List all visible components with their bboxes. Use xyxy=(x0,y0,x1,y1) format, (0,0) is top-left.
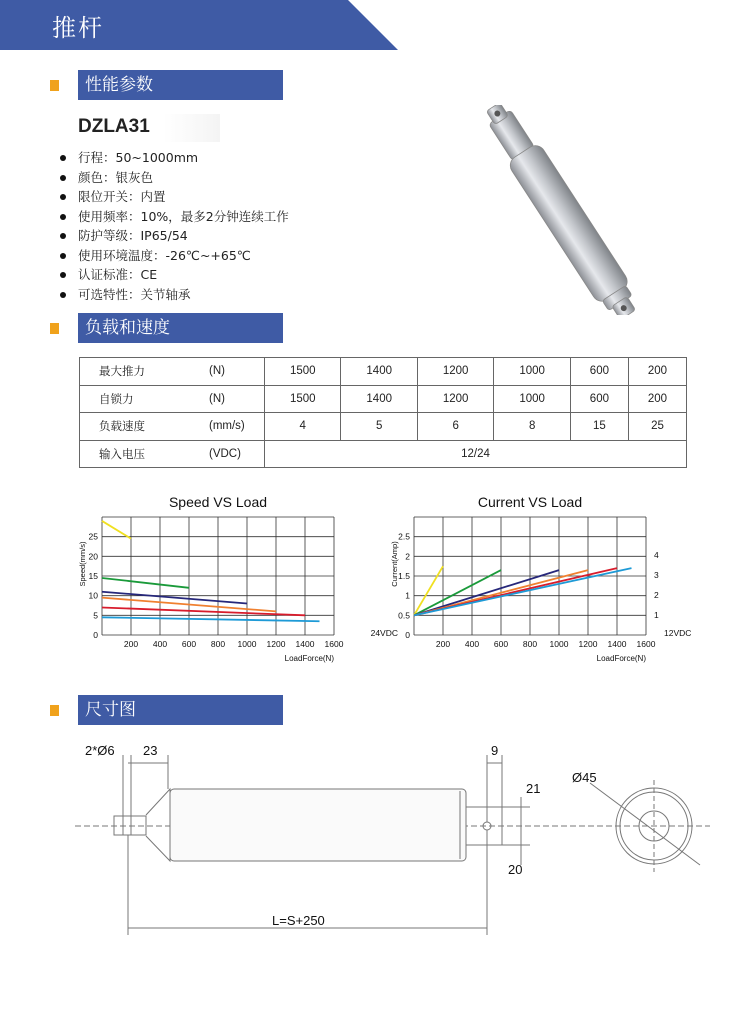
x-tick-label: 200 xyxy=(123,639,139,649)
spec-item: 使用频率：10%，最多2分钟连续工作 xyxy=(60,207,289,227)
left-voltage-label: 24VDC xyxy=(370,628,398,638)
spec-item: 颜色：银灰色 xyxy=(60,168,289,188)
dimension-drawing xyxy=(0,735,750,945)
x-axis-label: LoadForce(N) xyxy=(596,654,646,663)
spec-item: 认证标准：CE xyxy=(60,265,289,285)
section-title: 尺寸图 xyxy=(78,695,283,725)
spec-item: 使用环境温度：-26℃~+65℃ xyxy=(60,246,289,266)
x-tick-label: 200 xyxy=(435,639,451,649)
y-axis-label: Speed(mm/s) xyxy=(78,541,87,587)
x-tick-label: 1600 xyxy=(324,639,344,649)
y-tick-label: 2.5 xyxy=(398,531,410,542)
y2-tick-label: 1 xyxy=(654,610,659,620)
current-vs-load-chart xyxy=(360,490,705,670)
y2-tick-label: 3 xyxy=(654,570,659,580)
table-cell: 4 xyxy=(265,413,341,441)
x-tick-label: 1400 xyxy=(295,639,315,649)
x-tick-label: 600 xyxy=(493,639,509,649)
y-tick-label: 10 xyxy=(88,590,98,601)
spec-item: 防护等级：IP65/54 xyxy=(60,226,289,246)
table-row xyxy=(80,440,687,468)
series-line-200N xyxy=(102,521,131,539)
series-line-1000N xyxy=(102,592,247,604)
row-label: 最大推力 xyxy=(80,358,210,386)
section-title: 性能参数 xyxy=(78,70,283,100)
x-tick-label: 400 xyxy=(152,639,168,649)
table-cell: 6 xyxy=(417,413,493,441)
dim-23-label: 23 xyxy=(143,743,158,758)
table-cell: 1500 xyxy=(265,385,341,413)
right-voltage-label: 12VDC xyxy=(664,628,692,638)
table-cell: 25 xyxy=(628,413,686,441)
table-cell: 8 xyxy=(494,413,570,441)
y-tick-label: 0.5 xyxy=(398,610,410,621)
speed-vs-load-chart xyxy=(72,490,357,670)
table-row xyxy=(80,413,687,441)
row-unit: (mm/s) xyxy=(209,413,265,441)
section-marker xyxy=(50,705,59,716)
y2-tick-label: 4 xyxy=(654,550,659,560)
series-line-1500N xyxy=(102,617,320,621)
load-speed-table xyxy=(79,357,687,468)
table-cell: 1000 xyxy=(494,358,570,386)
row-label: 负载速度 xyxy=(80,413,210,441)
y-tick-label: 1.5 xyxy=(398,571,410,581)
y-tick-label: 2 xyxy=(405,551,410,562)
table-cell: 12/24 xyxy=(265,440,687,468)
y-tick-label: 0 xyxy=(405,630,410,640)
table-cell: 5 xyxy=(341,413,417,441)
table-cell: 600 xyxy=(570,358,628,386)
x-tick-label: 1200 xyxy=(266,639,286,649)
y-tick-label: 0 xyxy=(93,630,98,640)
series-line-600N xyxy=(102,578,189,588)
table-cell: 600 xyxy=(570,385,628,413)
section-title: 负载和速度 xyxy=(78,313,283,343)
row-unit: (VDC) xyxy=(209,440,265,468)
model-name: DZLA31 xyxy=(78,114,220,142)
x-tick-label: 1000 xyxy=(237,639,257,649)
x-tick-label: 1400 xyxy=(607,639,627,649)
series-line-1500N xyxy=(414,568,632,615)
y2-tick-label: 2 xyxy=(654,590,659,600)
row-label: 自锁力 xyxy=(80,385,210,413)
spec-item: 可选特性：关节轴承 xyxy=(60,285,289,305)
table-cell: 200 xyxy=(628,358,686,386)
table-row xyxy=(80,358,687,386)
x-tick-label: 1000 xyxy=(549,639,569,649)
section-marker xyxy=(50,80,59,91)
dim-9-label: 9 xyxy=(491,743,499,758)
row-unit: (N) xyxy=(209,385,265,413)
spec-item: 限位开关：内置 xyxy=(60,187,289,207)
table-row xyxy=(80,385,687,413)
x-axis-label: LoadForce(N) xyxy=(284,654,334,663)
dim-20-label: 20 xyxy=(508,862,523,877)
y-axis-label: Current(Amp) xyxy=(390,541,399,587)
x-tick-label: 1200 xyxy=(578,639,598,649)
row-unit: (N) xyxy=(209,358,265,386)
table-cell: 1400 xyxy=(341,385,417,413)
y-tick-label: 15 xyxy=(88,571,98,581)
table-cell: 200 xyxy=(628,385,686,413)
y-tick-label: 20 xyxy=(88,551,98,562)
row-label: 输入电压 xyxy=(80,440,210,468)
x-tick-label: 400 xyxy=(464,639,480,649)
y-tick-label: 25 xyxy=(88,531,98,542)
dim-hole-label: 2*Ø6 xyxy=(85,743,115,758)
table-cell: 1500 xyxy=(265,358,341,386)
spec-item: 行程：50~1000mm xyxy=(60,148,289,168)
table-cell: 1200 xyxy=(417,385,493,413)
x-tick-label: 800 xyxy=(522,639,538,649)
table-cell: 1200 xyxy=(417,358,493,386)
x-tick-label: 600 xyxy=(181,639,197,649)
table-cell: 1000 xyxy=(494,385,570,413)
dim-21-label: 21 xyxy=(526,781,541,796)
x-tick-label: 800 xyxy=(210,639,226,649)
x-tick-label: 1600 xyxy=(636,639,656,649)
dim-diameter-label: Ø45 xyxy=(572,770,597,785)
chart-title: Current VS Load xyxy=(477,494,583,510)
table-cell: 1400 xyxy=(341,358,417,386)
y-tick-label: 1 xyxy=(405,590,410,601)
chart-title: Speed VS Load xyxy=(168,494,268,510)
spec-list xyxy=(60,148,289,304)
dim-length-label: L=S+250 xyxy=(272,913,325,928)
y-tick-label: 5 xyxy=(93,610,98,621)
table-cell: 15 xyxy=(570,413,628,441)
actuator-product-image xyxy=(440,105,680,315)
page-title: 推杆 xyxy=(52,14,104,42)
section-marker xyxy=(50,323,59,334)
